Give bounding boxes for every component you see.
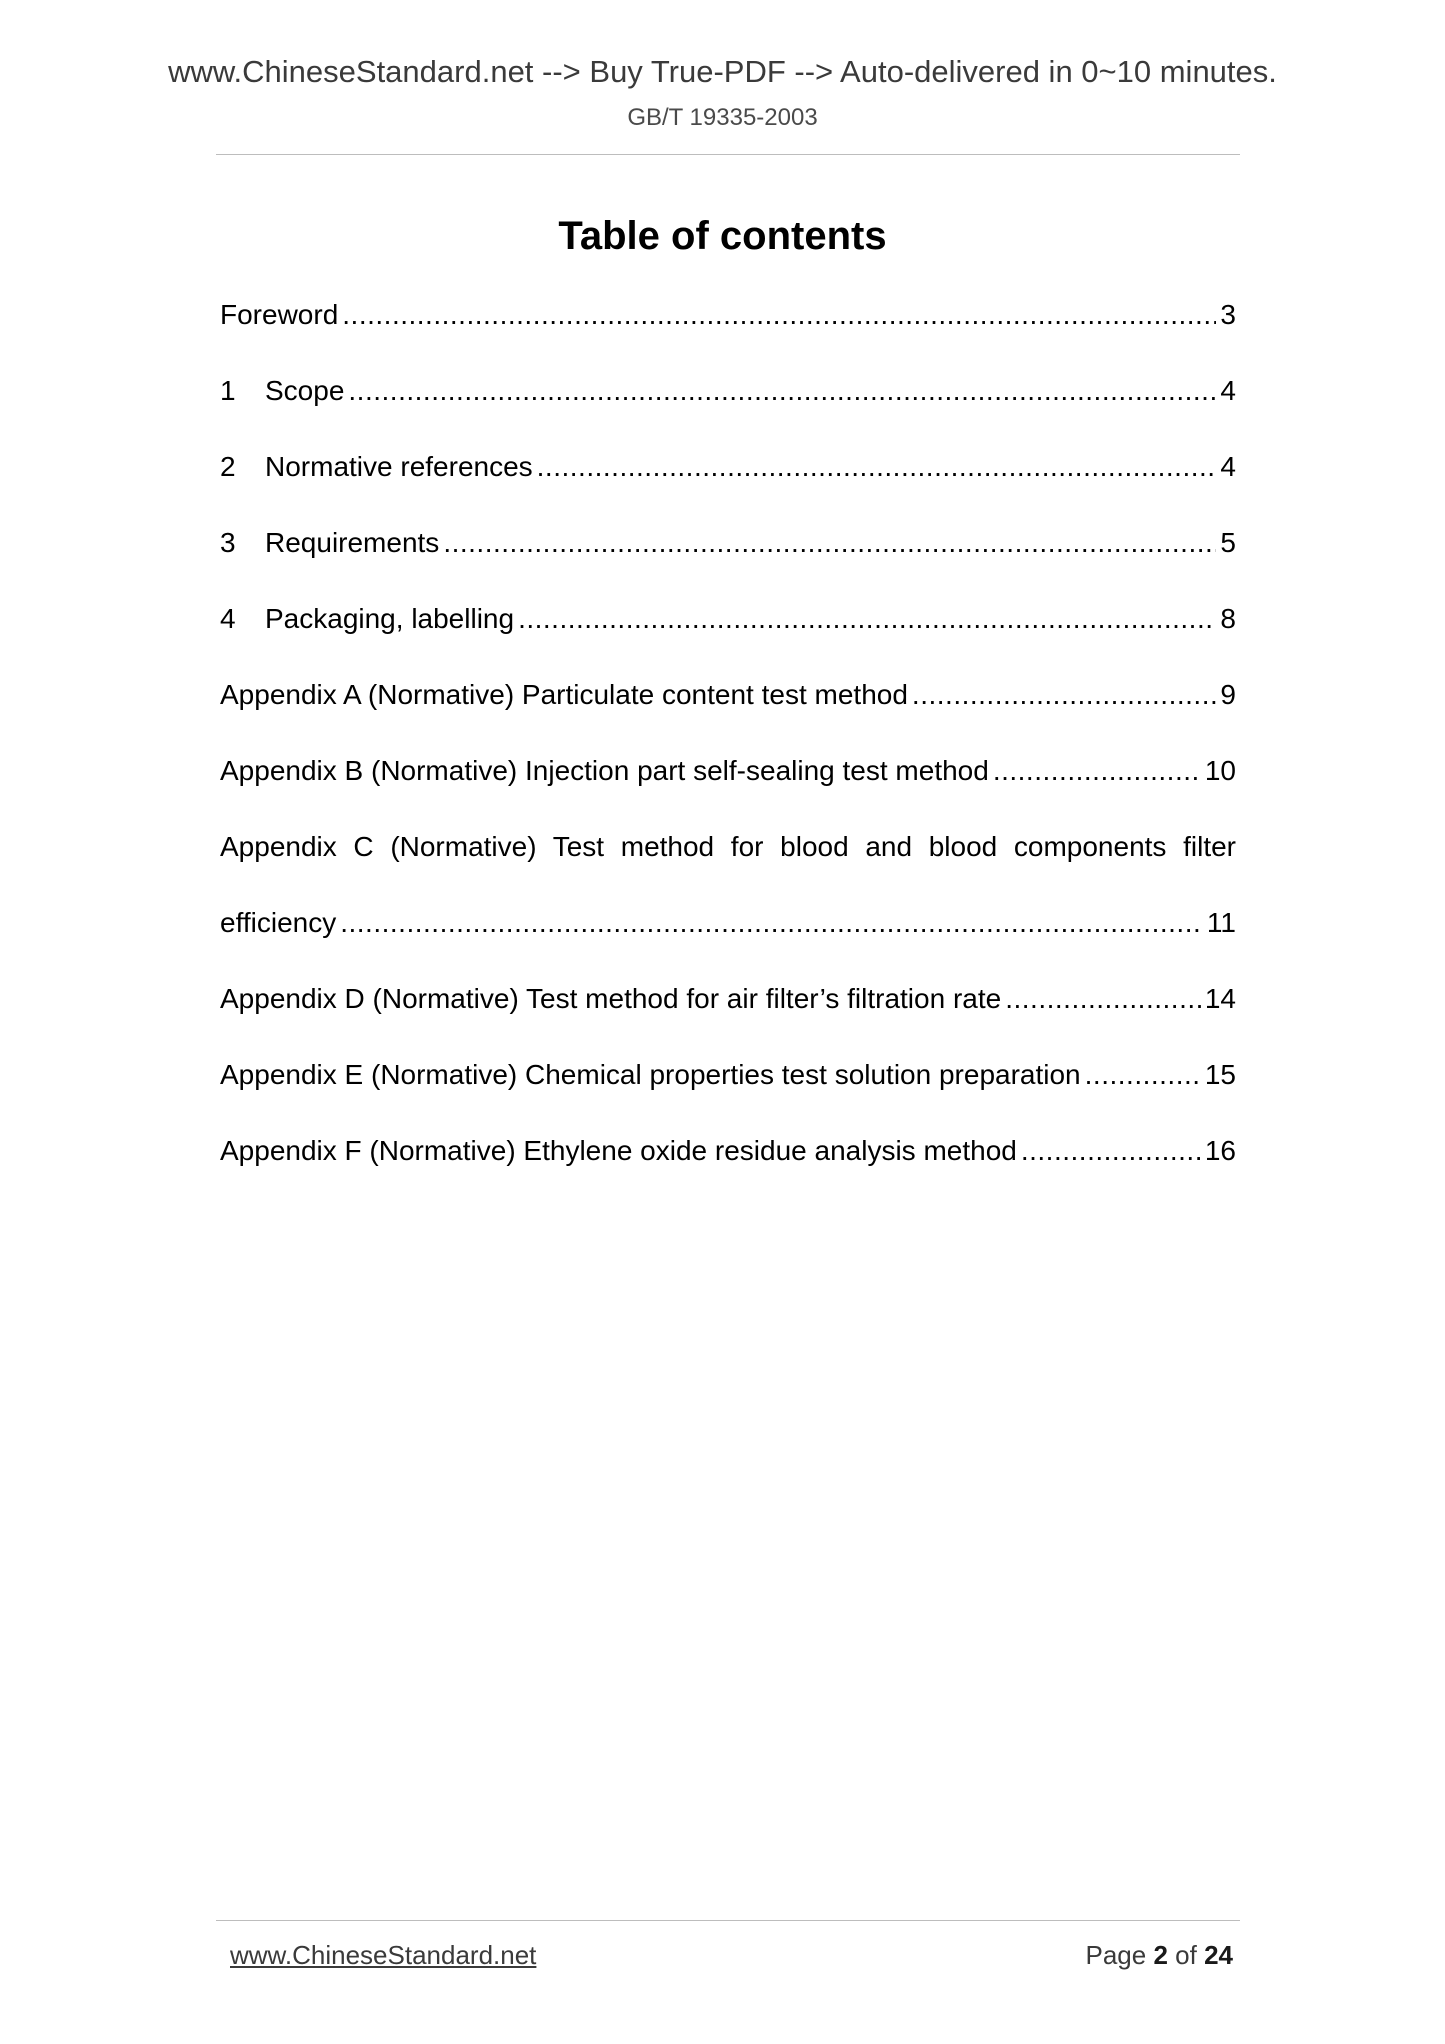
toc-entry-scope[interactable]	[220, 366, 1236, 442]
toc-page-number: 14	[1204, 983, 1236, 1014]
toc-section-number: 2	[220, 451, 236, 482]
toc-label: Foreword	[220, 299, 339, 330]
toc-section-number: 1	[220, 375, 236, 406]
header-banner: www.ChineseStandard.net --> Buy True-PDF --> Auto-delivered in 0~10 minutes.	[168, 54, 1277, 89]
toc-page-number: 5	[1220, 527, 1236, 558]
toc-leader	[348, 366, 1216, 416]
toc-label: Appendix B (Normative) Injection part self-sealing test method	[220, 755, 989, 786]
toc-page-number: 8	[1220, 603, 1236, 634]
toc-leader	[993, 746, 1201, 796]
toc-entry-appendix-c-line1[interactable]: Appendix C (Normative) Test method for blood and blood components filter	[220, 831, 1236, 862]
toc-page-number: 11	[1206, 907, 1236, 938]
footer-divider	[216, 1920, 1240, 1921]
header-divider	[216, 154, 1240, 155]
toc-entry-foreword[interactable]	[220, 290, 1236, 366]
toc-entry-packaging-labelling[interactable]	[220, 594, 1236, 670]
toc-entry-appendix-a[interactable]	[220, 670, 1236, 746]
toc-entry-appendix-e[interactable]	[220, 1050, 1236, 1126]
page-title: Table of contents	[558, 214, 887, 258]
toc-leader	[1085, 1050, 1201, 1100]
toc-label: Appendix F (Normative) Ethylene oxide residue analysis method	[220, 1135, 1017, 1166]
footer-website-link[interactable]: www.ChineseStandard.net	[230, 1940, 537, 1970]
toc-label: Normative references	[265, 451, 533, 482]
toc-label: efficiency	[220, 907, 337, 938]
toc-leader	[340, 898, 1203, 948]
page-total: 24	[1204, 1940, 1233, 1970]
footer-page-indicator	[1085, 1940, 1233, 1971]
toc-leader	[518, 594, 1216, 644]
toc-entry-requirements[interactable]	[220, 518, 1236, 594]
page-current: 2	[1153, 1940, 1168, 1970]
page-prefix: Page	[1085, 1940, 1147, 1970]
toc-leader	[537, 442, 1217, 492]
toc-entry-appendix-f[interactable]	[220, 1126, 1236, 1202]
toc-leader	[443, 518, 1216, 568]
toc-section-number: 4	[220, 603, 236, 634]
toc-section-number: 3	[220, 527, 236, 558]
standard-code: GB/T 19335-2003	[627, 104, 818, 131]
toc-label: Requirements	[265, 527, 440, 558]
toc-page-number: 10	[1204, 755, 1236, 786]
toc-page-number: 4	[1220, 375, 1236, 406]
toc-page-number: 3	[1220, 299, 1236, 330]
toc-label: Appendix E (Normative) Chemical properties test solution preparation	[220, 1059, 1081, 1090]
toc-leader	[342, 290, 1216, 340]
toc-page-number: 15	[1204, 1059, 1236, 1090]
toc-leader	[1021, 1126, 1201, 1176]
table-of-contents	[220, 290, 1236, 1202]
page-of: of	[1175, 1940, 1197, 1970]
toc-leader	[912, 670, 1217, 720]
toc-entry-appendix-b[interactable]	[220, 746, 1236, 822]
toc-entry-appendix-d[interactable]	[220, 974, 1236, 1050]
toc-label: Appendix A (Normative) Particulate content test method	[220, 679, 908, 710]
toc-page-number: 16	[1204, 1135, 1236, 1166]
toc-label: Appendix D (Normative) Test method for air filter’s filtration rate	[220, 983, 1002, 1014]
toc-entry-appendix-c[interactable]	[220, 898, 1236, 974]
toc-leader	[1005, 974, 1201, 1024]
toc-label: Packaging, labelling	[265, 603, 515, 634]
toc-page-number: 4	[1220, 451, 1236, 482]
toc-label: Scope	[265, 375, 345, 406]
toc-entry-normative-references[interactable]	[220, 442, 1236, 518]
toc-page-number: 9	[1220, 679, 1236, 710]
